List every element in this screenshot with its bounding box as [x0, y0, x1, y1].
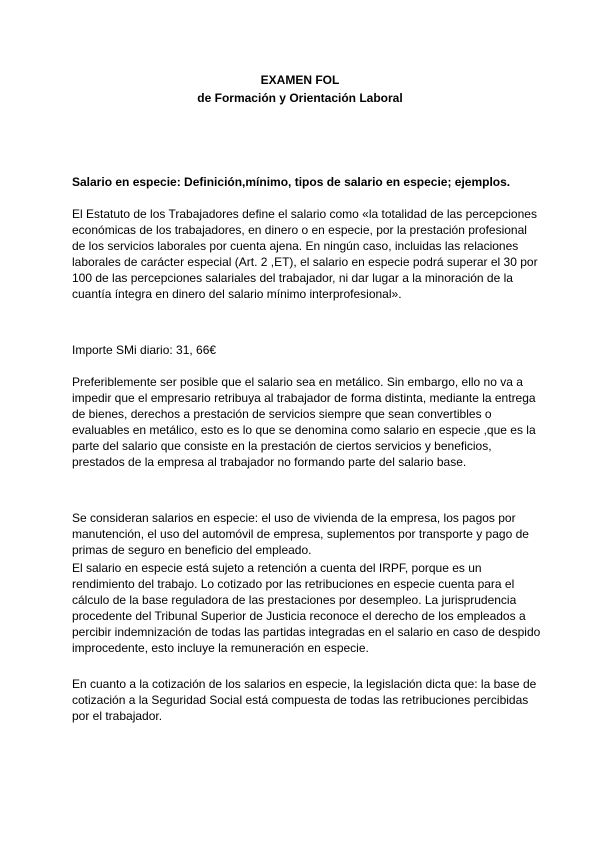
paragraph-metalico: Preferiblemente ser posible que el salario sea en metálico. Sin embargo, ello no va a impedir que el empresario retribuya al trabajador de forma distinta, mediante la entrega de bienes, derechos a prestación de servicios siempre que sean convertibles o evaluables en metálico, esto es lo que se denomina como salario en especie ,que es la parte del salario que consiste en la prestación de ciertos servicios y beneficios, prestados de la empresa al trabajador no formando parte del salario base. [72, 375, 536, 469]
paragraph-irpf: El salario en especie está sujeto a retención a cuenta del IRPF, porque es un rendimiento del trabajo. Lo cotizado por las retribuciones en especie cuenta para el cálculo de la base reguladora de las prestaciones por desempleo. La jurisprudencia procedente del Tribunal Superior de Justicia reconoce el derecho de los empleados a percibir indemnización de todas las partidas integradas en el salario en caso de despido improcedente, esto incluye la remuneración en especie. [72, 561, 541, 655]
paragraph-examples: Se consideran salarios en especie: el uso de vivienda de la empresa, los pagos por manutención, el uso del automóvil de empresa, suplementos por transporte y pago de primas de seguro en beneficio del empleado. [72, 511, 529, 557]
document-title: EXAMEN FOL [260, 73, 340, 87]
paragraph-cotizacion: En cuanto a la cotización de los salarios en especie, la legislación dicta que: la base de cotización a la Seguridad Social está compuesta de todas las retribuciones percibidas por el trabajador. [72, 677, 537, 723]
section-heading: Salario en especie: Definición,mínimo, tipos de salario en especie; ejemplos. [72, 175, 511, 189]
paragraph-smi-amount: Importe SMi diario: 31, 66€ [72, 343, 217, 357]
paragraph-definition: El Estatuto de los Trabajadores define el salario como «la totalidad de las percepciones económicas de los trabajadores, en dinero o en especie, por la prestación profesional de los servicios laborales por cuenta ajena. En ningún caso, incluidas las relaciones laborales de carácter especial (Art. 2 ,ET), el salario en especie podrá superar el 30 por 100 de las percepciones salariales del trabajador, ni dar lugar a la minoración de la cuantía íntegra en dinero del salario mínimo interprofesional». [72, 207, 538, 301]
document-subtitle: de Formación y Orientación Laboral [197, 91, 403, 105]
